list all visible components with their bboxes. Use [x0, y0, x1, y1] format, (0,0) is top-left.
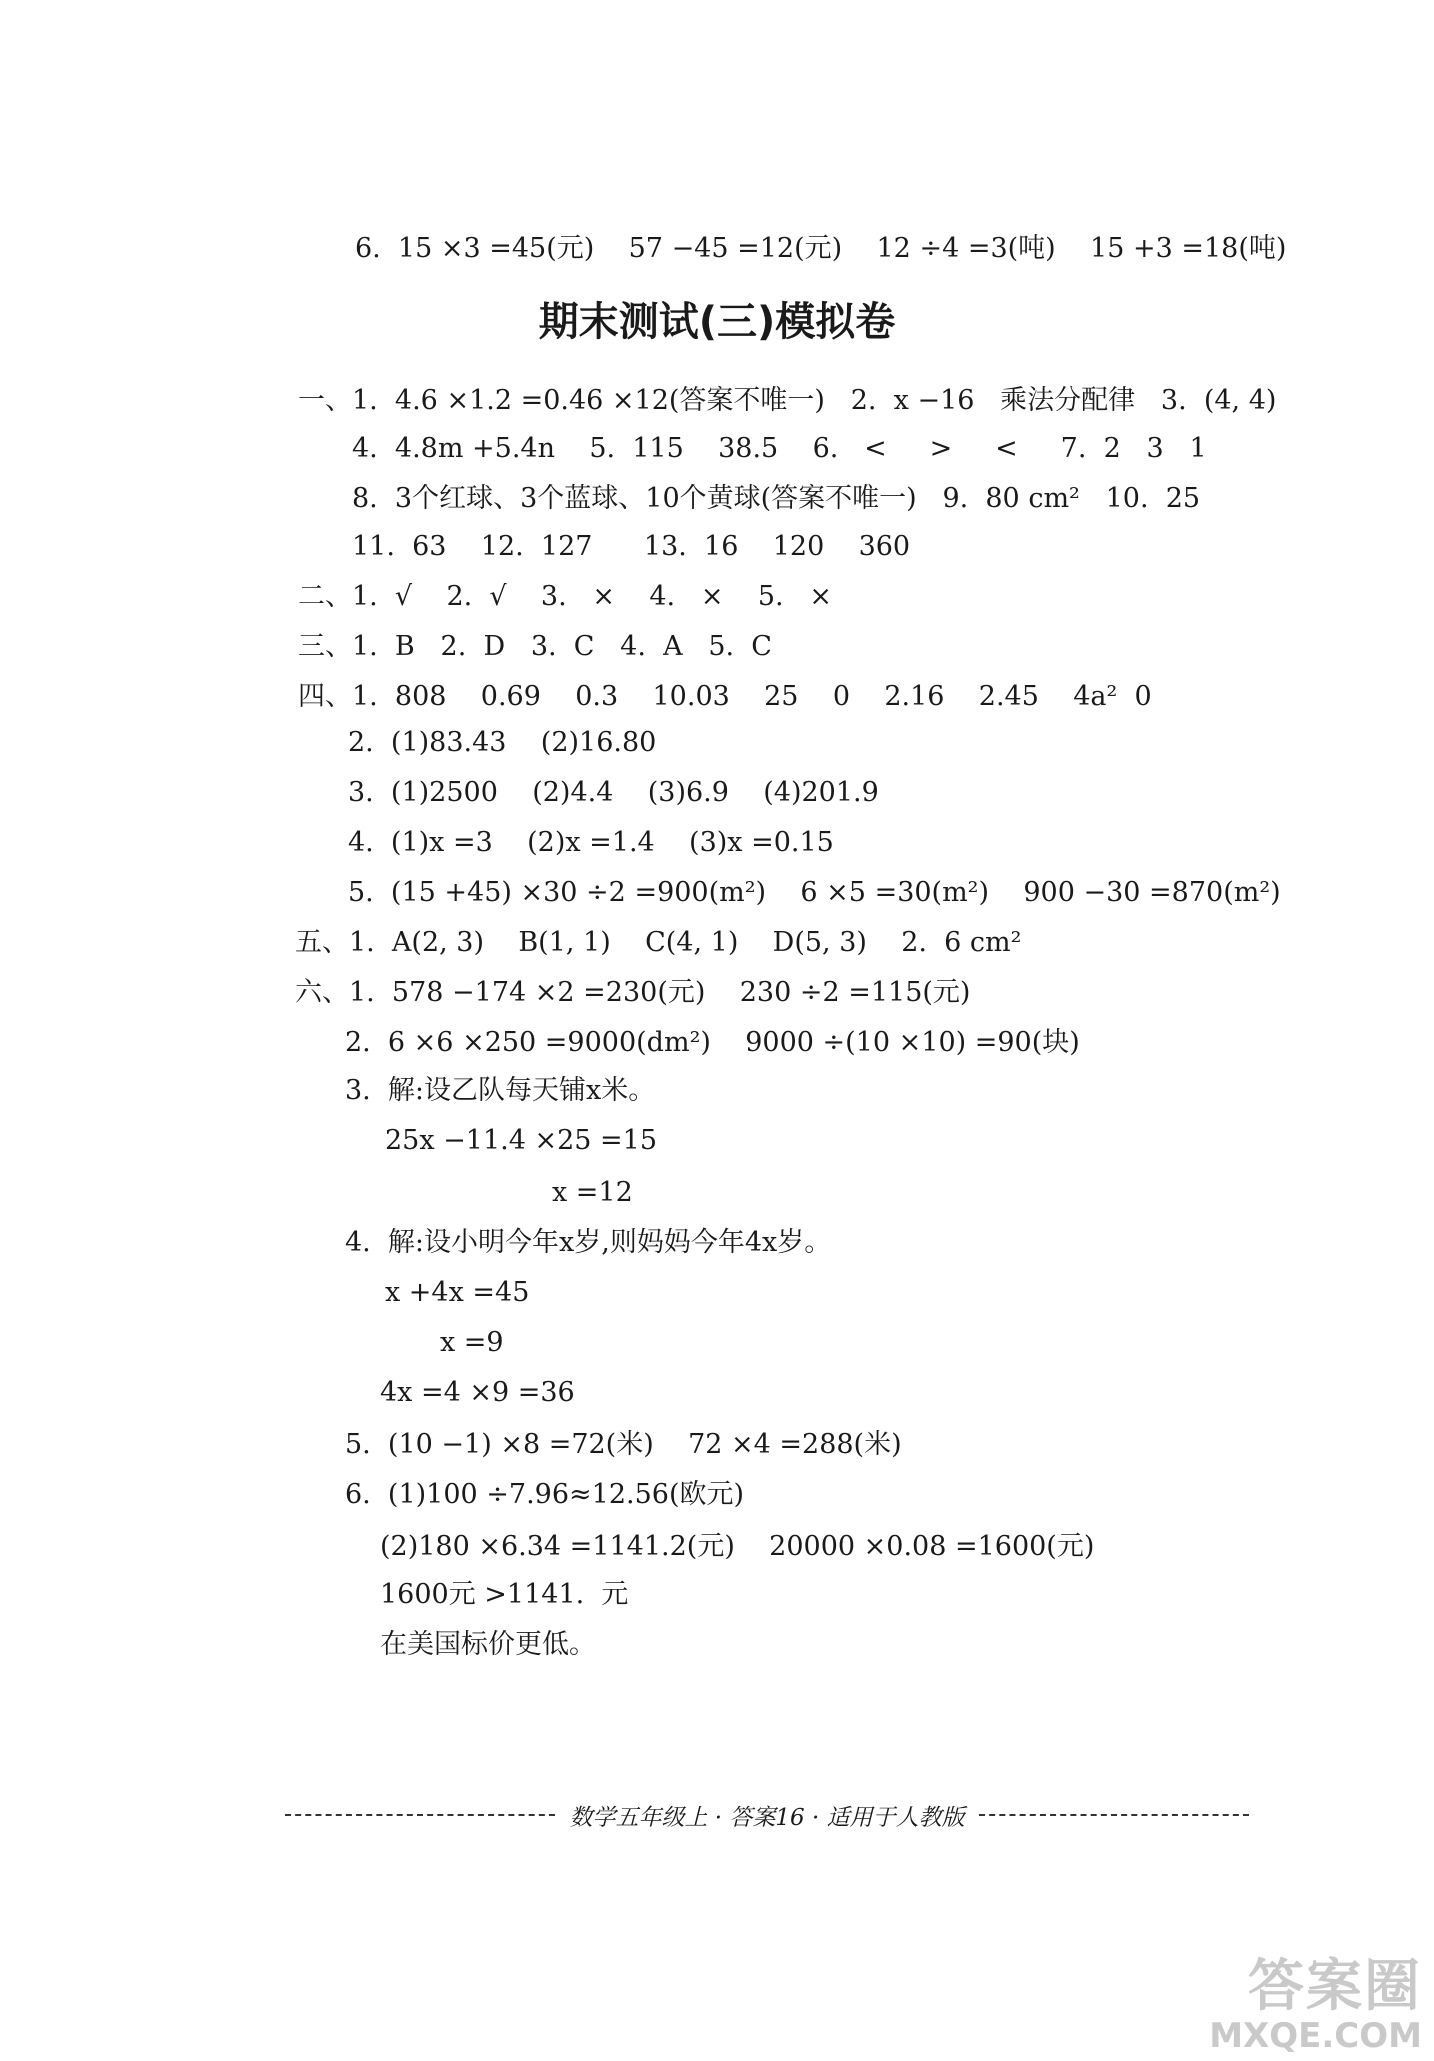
section-6-line-2: 2. 6 ×6 ×250 =9000(dm²) 9000 ÷(10 ×10) =90(块)	[345, 1027, 1080, 1058]
section-6-line-3: 3. 解:设乙队每天铺x米。	[345, 1075, 656, 1106]
section-6-eq-3: x +4x =45	[385, 1277, 530, 1308]
watermark-url: MXQE.COM	[1209, 2016, 1422, 2056]
section-6-eq-5: 4x =4 ×9 =36	[380, 1377, 575, 1408]
section-6-line-5: 5. (10 −1) ×8 =72(米) 72 ×4 =288(米)	[345, 1429, 902, 1460]
section-6-eq-4: x =9	[440, 1327, 504, 1358]
watermark	[1209, 1954, 1422, 2056]
section-3-line: 三、1. B 2. D 3. C 4. A 5. C	[298, 631, 772, 662]
section-6-eq-2: x =12	[552, 1177, 633, 1208]
section-1-line-4: 11. 63 12. 127 13. 16 120 360	[352, 531, 911, 562]
watermark-logo: 答案圈	[1248, 1954, 1422, 2019]
section-4-line-3: 3. (1)2500 (2)4.4 (3)6.9 (4)201.9	[348, 777, 879, 808]
section-5-line: 五、1. A(2, 3) B(1, 1) C(4, 1) D(5, 3) 2. 6 cm²	[295, 927, 1022, 958]
footer-text: 数学五年级上 · 答案16 · 适用于人教版	[569, 1804, 965, 1831]
section-4-line-5: 5. (15 +45) ×30 ÷2 =900(m²) 6 ×5 =30(m²) 900 −30 =870(m²)	[348, 877, 1281, 908]
page-title: 期末测试(三)模拟卷	[538, 299, 896, 345]
footer-divider-left	[285, 1814, 555, 1816]
section-1-line-1: 一、1. 4.6 ×1.2 =0.46 ×12(答案不唯一) 2. x −16 乘法分配律 3. (4, 4)	[298, 385, 1277, 416]
page-footer	[285, 1798, 1249, 1832]
section-4-line-4: 4. (1)x =3 (2)x =1.4 (3)x =0.15	[348, 827, 834, 858]
section-6-line-9: 在美国标价更低。	[380, 1629, 596, 1660]
section-4-line-2: 2. (1)83.43 (2)16.80	[348, 727, 657, 758]
section-6-line-7: (2)180 ×6.34 =1141.2(元) 20000 ×0.08 =1600(元)	[380, 1531, 1095, 1562]
section-6-line-4: 4. 解:设小明今年x岁,则妈妈今年4x岁。	[345, 1227, 832, 1258]
section-1-line-3: 8. 3个红球、3个蓝球、10个黄球(答案不唯一) 9. 80 cm² 10. 25	[352, 483, 1201, 514]
section-2-line: 二、1. √ 2. √ 3. × 4. × 5. ×	[298, 581, 832, 612]
section-6-line-1: 六、1. 578 −174 ×2 =230(元) 230 ÷2 =115(元)	[295, 977, 971, 1008]
section-1-line-2: 4. 4.8m +5.4n 5. 115 38.5 6. < > < 7. 2 3 1	[352, 433, 1207, 464]
footer-divider-right	[979, 1814, 1249, 1816]
section-4-line-1: 四、1. 808 0.69 0.3 10.03 25 0 2.16 2.45 4a² 0	[298, 681, 1152, 712]
section-6-line-6: 6. (1)100 ÷7.96≈12.56(欧元)	[345, 1479, 745, 1510]
answer-line-6-top: 6. 15 ×3 =45(元) 57 −45 =12(元) 12 ÷4 =3(吨) 15 +3 =18(吨)	[355, 233, 1287, 264]
section-6-eq-1: 25x −11.4 ×25 =15	[385, 1125, 658, 1156]
section-6-line-8: 1600元 >1141. 元	[380, 1579, 629, 1610]
